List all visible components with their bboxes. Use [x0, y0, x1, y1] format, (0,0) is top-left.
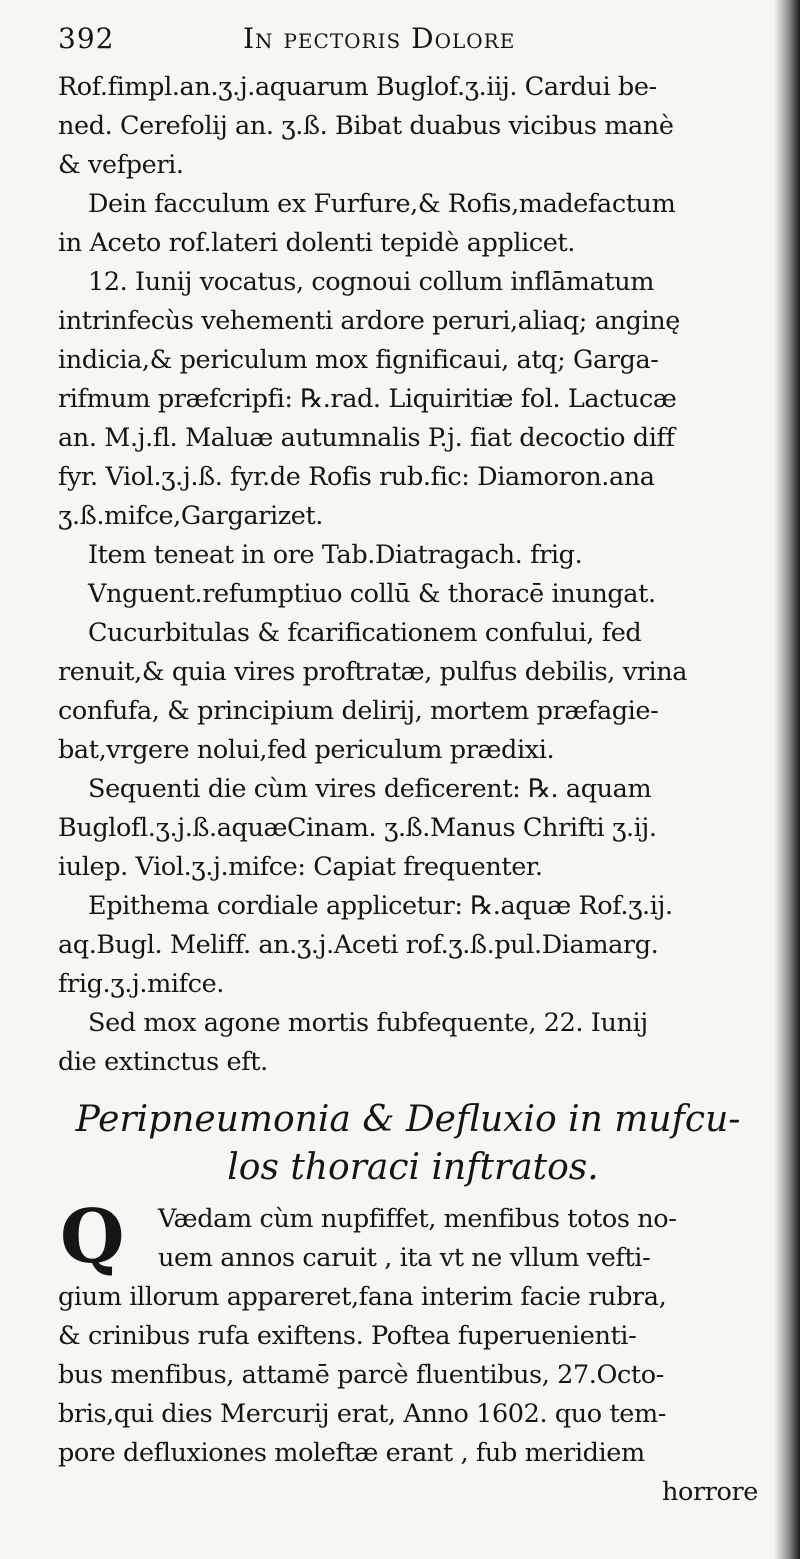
page-text-block [58, 22, 768, 1512]
text-line: Item teneat in ore Tab.Diatragach. frig. [88, 540, 583, 570]
text-line: fyr. Viol.ʒ.j.ß. fyr.de Rofis rub.fic: Diamoron.ana [58, 462, 655, 492]
text-line: bus menfibus, attamē parcè fluentibus, 27.Octo- [58, 1360, 664, 1390]
text-line: Rof.fimpl.an.ʒ.j.aquarum Buglof.ʒ.iij. Cardui be- [58, 72, 657, 102]
text-line: an. M.j.fl. Maluæ autumnalis P.j. fiat decoctio diff [58, 423, 675, 453]
case-paragraph [58, 1194, 768, 1512]
running-title: In pectoris Dolore [243, 22, 516, 55]
text-line: 12. Iunij vocatus, cognoui collum inflāmatum [88, 267, 655, 297]
text-line: gium illorum appareret,fana interim facie rubra, [58, 1282, 667, 1312]
text-line: indicia,& periculum mox fignificaui, atq; Garga- [58, 345, 659, 375]
text-line: & vefperi. [58, 150, 184, 180]
text-line: ned. Cerefolij an. ʒ.ß. Bibat duabus vicibus manè [58, 111, 674, 141]
section-heading-line: Peripneumonia & Defluxio in mufcu- [75, 1099, 741, 1140]
drop-cap: Q [60, 1194, 125, 1280]
text-line: in Aceto rof.lateri dolenti tepidè applicet. [58, 228, 575, 258]
text-line: renuit,& quia vires proftratæ, pulfus debilis, vrina [58, 657, 688, 687]
text-line: bris,qui dies Mercurij erat, Anno 1602. quo tem- [58, 1399, 666, 1429]
text-line: bat,vrgere nolui,fed periculum prædixi. [58, 735, 555, 765]
text-line: & crinibus rufa exiftens. Poftea fuperuenienti- [58, 1321, 637, 1351]
section-heading-line: los thoraci inftratos. [227, 1147, 599, 1188]
text-line: Dein facculum ex Furfure,& Rofis,madefactum [88, 189, 676, 219]
text-line: intrinfecùs vehementi ardore peruri,aliaq; anginę [58, 306, 680, 336]
text-line: frig.ʒ.j.mifce. [58, 969, 224, 999]
text-line: confufa, & principium delirij, mortem præfagie- [58, 696, 659, 726]
scanned-page-edge [774, 0, 800, 1559]
page-header [58, 22, 768, 68]
text-line: die extinctus eft. [58, 1047, 268, 1077]
text-line: iulep. Viol.ʒ.j.mifce: Capiat frequenter. [58, 852, 543, 882]
text-line: pore defluxiones moleftæ erant , fub meridiem [58, 1438, 645, 1468]
text-line: Cucurbitulas & fcarificationem confului, fed [88, 618, 642, 648]
text-line: ʒ.ß.mifce,Gargarizet. [58, 501, 324, 531]
text-line: Sequenti die cùm vires deficerent: ℞. aquam [88, 774, 652, 804]
text-line: uem annos caruit , ita vt ne vllum vefti- [158, 1243, 651, 1273]
text-line: Buglofl.ʒ.j.ß.aquæCinam. ʒ.ß.Manus Chrifti ʒ.ij. [58, 813, 657, 843]
text-line: aq.Bugl. Meliff. an.ʒ.j.Aceti rof.ʒ.ß.pul.Diamarg. [58, 930, 659, 960]
text-line: Sed mox agone mortis fubfequente, 22. Iunij [88, 1008, 648, 1038]
case-text [58, 68, 768, 1082]
section-heading [58, 1096, 768, 1192]
catchword: horrore [662, 1477, 758, 1507]
text-line: Vædam cùm nupfiffet, menfibus totos no- [158, 1204, 677, 1234]
text-line: Epithema cordiale applicetur: ℞.aquæ Rof.ʒ.ij. [88, 891, 673, 921]
text-line: Vnguent.refumptiuo collū & thoracē inungat. [88, 579, 656, 609]
page-number: 392 [58, 22, 115, 55]
text-line: rifmum præfcripfi: ℞.rad. Liquiritiæ fol. Lactucæ [58, 384, 677, 414]
